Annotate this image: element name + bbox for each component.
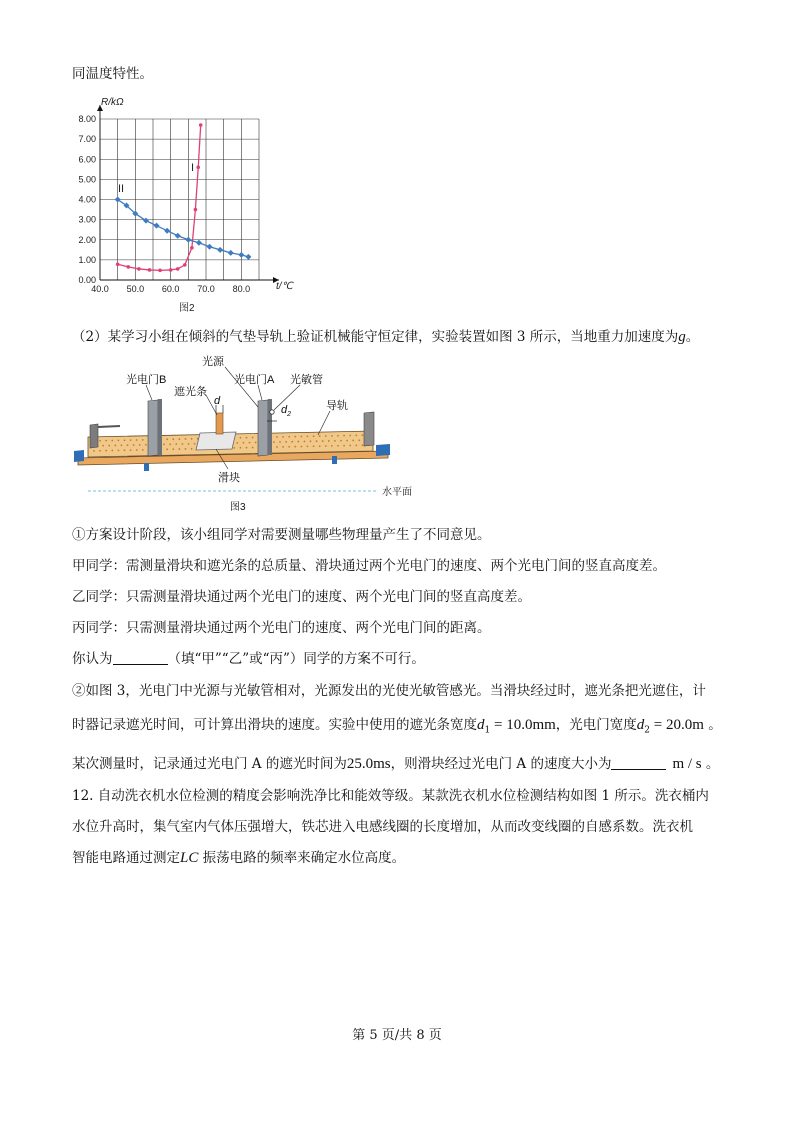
series-I-label: I <box>191 162 195 174</box>
rail-hole <box>240 447 242 449</box>
rail-hole <box>340 440 342 442</box>
rail-hole <box>233 447 235 449</box>
x-tick-label: 40.0 <box>91 284 109 294</box>
rail-hole <box>142 449 144 451</box>
rail-hole <box>313 435 315 437</box>
rail-hole <box>362 444 364 446</box>
rail-hole <box>166 448 168 450</box>
figure-3-caption: 图3 <box>230 502 246 513</box>
rail-hole <box>325 445 327 447</box>
rail-hole <box>346 440 348 442</box>
rail-hole <box>255 442 257 444</box>
series-I-point <box>176 267 180 271</box>
rail-hole <box>185 438 187 440</box>
y-tick-label: 2.00 <box>78 234 96 245</box>
rail-hole <box>301 446 303 448</box>
rail-hole <box>316 440 318 442</box>
series-I-point <box>199 123 203 127</box>
rail-hole <box>294 436 296 438</box>
rail-hole <box>145 444 147 446</box>
speed-blank[interactable] <box>611 755 666 770</box>
d2-label: $d_2$ <box>281 404 292 418</box>
rail-hole <box>282 436 284 438</box>
y-tick-label: 8.00 <box>78 114 96 124</box>
y-tick-label: 1.00 <box>78 254 96 265</box>
chart-ylabel: R/kΩ <box>101 97 124 108</box>
rail-hole <box>355 434 357 436</box>
gate-a-label: 光电门A <box>234 374 275 386</box>
shield-strip <box>216 413 223 434</box>
rail-hole <box>111 440 113 442</box>
rail-hole <box>191 448 193 450</box>
chart-xlabel: t/℃ <box>276 281 293 292</box>
rail-hole <box>276 436 278 438</box>
rail-hole <box>124 449 126 451</box>
slider-block <box>196 432 236 450</box>
rail-hole <box>136 439 138 441</box>
rail-hole <box>166 438 168 440</box>
gate-b-body <box>148 400 158 456</box>
y-tick-label: 5.00 <box>78 174 96 185</box>
rail-hole <box>319 435 321 437</box>
rail-hole <box>285 441 287 443</box>
rail-hole <box>331 435 333 437</box>
x-tick-label: 60.0 <box>161 284 180 294</box>
rail-hole <box>288 436 290 438</box>
rail-hole <box>307 435 309 437</box>
series-II-point <box>245 254 251 260</box>
rail-hole <box>240 437 242 439</box>
series-I-point <box>116 263 120 267</box>
resistance-temperature-chart <box>72 92 312 317</box>
rail-hole <box>246 447 248 449</box>
rail-hole <box>105 440 107 442</box>
rail-hole <box>249 442 251 444</box>
shield-label: 遮光条 <box>174 386 207 398</box>
x-tick-label: 70.0 <box>197 284 215 294</box>
rail-hole <box>252 447 254 449</box>
question-2: （2）某学习小组在倾斜的气垫导轨上验证机械能守恒定律，实验装置如图 3 所示，当地重力加速度为g。 <box>72 329 700 345</box>
slider-label: 滑块 <box>218 472 240 484</box>
right-end-block <box>376 444 390 456</box>
rail-hole <box>175 443 177 445</box>
series-I-point <box>137 267 141 271</box>
rail-hole <box>343 445 345 447</box>
rail-hole <box>243 442 245 444</box>
right-stand <box>364 412 374 446</box>
q12-line-2: 水位升高时，集气室内气体压强增大，铁芯进入电感线圈的长度增加，从而改变线圈的自感系数。洗衣机 <box>72 819 693 835</box>
y-tick-label: 4.00 <box>78 194 96 205</box>
rail-hole <box>288 446 290 448</box>
rail-hole <box>297 441 299 443</box>
horizontal-plane-label: 水平面 <box>382 487 412 498</box>
para-gate-1: ②如图 3，光电门中光源与光敏管相对，光源发出的光使光敏管感光。当滑块经过时，遮光条把光遮住，计 <box>72 683 706 699</box>
air-track-apparatus-figure <box>68 355 412 515</box>
rail-hole <box>304 441 306 443</box>
rail-hole <box>105 450 107 452</box>
intro-text: 同温度特性。 <box>72 66 153 82</box>
rail-hole <box>118 439 120 441</box>
rail-hole <box>121 444 123 446</box>
y-tick-label: 3.00 <box>78 214 96 225</box>
q12-line-1: 12. 自动洗衣机水位检测的精度会影响洗净比和能效等级。某款洗衣机水位检测结构如图 1 所示。洗衣桶内 <box>72 788 709 804</box>
photosensor <box>270 410 274 414</box>
series-I-point <box>196 166 200 170</box>
rail-hole <box>310 440 312 442</box>
rail-hole <box>252 437 254 439</box>
rail-hole <box>191 438 193 440</box>
rail-hole <box>328 440 330 442</box>
chart-grid <box>100 119 259 280</box>
series-II-point <box>154 223 160 229</box>
rail-hole <box>133 444 135 446</box>
series-II-point <box>217 247 223 253</box>
rail-hole <box>349 435 351 437</box>
series-I-point <box>169 268 173 272</box>
rail-hole <box>108 445 110 447</box>
rail-hole <box>282 446 284 448</box>
rail-hole <box>325 435 327 437</box>
sensor-label: 光敏管 <box>290 374 323 386</box>
x-tick-label: 50.0 <box>126 284 145 294</box>
series-I-point <box>158 269 162 273</box>
rail-hole <box>130 449 132 451</box>
series-II-label: II <box>118 183 125 195</box>
rail-hole <box>246 437 248 439</box>
chart-title: 图2 <box>179 303 195 314</box>
rail-hole <box>179 438 181 440</box>
rail-hole <box>136 449 138 451</box>
rail-hole <box>358 439 360 441</box>
rail-hole <box>102 445 104 447</box>
series-I-point <box>190 246 194 250</box>
rail-hole <box>93 450 95 452</box>
y-tick-label: 6.00 <box>78 154 96 165</box>
series-II-point <box>196 240 202 246</box>
y-tick-label: 0.00 <box>78 275 96 285</box>
x-tick-label: 80.0 <box>232 284 251 294</box>
para-jia: 甲同学：需测量滑块和遮光条的总质量、滑块通过两个光电门的速度、两个光电门间的竖直高度差。 <box>72 558 666 574</box>
left-end-block <box>74 450 84 462</box>
right-foot <box>332 456 337 464</box>
rail-hole <box>301 436 303 438</box>
rail-hole <box>236 442 238 444</box>
rail-hole <box>331 445 333 447</box>
left-stand <box>90 424 98 448</box>
rail-hole <box>139 444 141 446</box>
rail-hole <box>319 445 321 447</box>
rail-hole <box>337 445 339 447</box>
rail-hole <box>294 446 296 448</box>
rail-hole <box>163 444 165 446</box>
rail-hole <box>279 441 281 443</box>
gate-b-label: 光电门B <box>126 374 167 386</box>
series-I-point <box>194 208 198 212</box>
rail-hole <box>130 439 132 441</box>
light-source-label: 光源 <box>202 356 224 368</box>
series-II-point <box>228 250 234 256</box>
rail-hole <box>273 441 275 443</box>
series-I-point <box>183 263 187 267</box>
rail-hole <box>355 444 357 446</box>
rail-label: 导轨 <box>326 400 348 412</box>
rail-hole <box>276 446 278 448</box>
series-I-point <box>126 265 130 269</box>
rail-hole <box>343 435 345 437</box>
para-answer: 你认为 （填“甲”“乙”或“丙”）同学的方案不可行。 <box>72 651 425 667</box>
rail-hole <box>352 440 354 442</box>
rail-hole <box>188 443 190 445</box>
rail-hole <box>291 441 293 443</box>
rail-hole <box>194 443 196 445</box>
gate-a-body <box>258 400 268 456</box>
rail-hole <box>118 449 120 451</box>
rail-hole <box>99 440 101 442</box>
series-I-point <box>148 268 152 272</box>
d-label: d <box>214 395 221 407</box>
rail-hole <box>307 445 309 447</box>
y-tick-label: 7.00 <box>78 134 96 145</box>
page-footer: 第 5 页/共 8 页 <box>352 1028 442 1043</box>
series-II-point <box>185 237 191 243</box>
rail-hole <box>362 434 364 436</box>
gravity-symbol: g <box>678 329 686 345</box>
rail-hole <box>322 440 324 442</box>
para-yi: 乙同学：只需测量滑块通过两个光电门的速度、两个光电门间的竖直高度差。 <box>72 589 531 605</box>
rail-hole <box>349 445 351 447</box>
left-foot <box>144 463 149 471</box>
series-II-point <box>164 228 170 234</box>
rail-hole <box>172 438 174 440</box>
rail-hole <box>179 448 181 450</box>
series-II-point <box>238 252 244 258</box>
rail-hole <box>127 444 129 446</box>
rail-hole <box>313 445 315 447</box>
para-bing: 丙同学：只需测量滑块通过两个光电门的速度、两个光电门间的距离。 <box>72 620 491 636</box>
q12-line-3: 智能电路通过测定LC 振荡电路的频率来确定水位高度。 <box>72 850 406 866</box>
rail-hole <box>182 443 184 445</box>
series-II-point <box>175 233 181 239</box>
series-II-point <box>207 244 213 250</box>
para-plan: ①方案设计阶段，该小组同学对需要测量哪些物理量产生了不同意见。 <box>72 527 491 543</box>
rail-hole <box>185 448 187 450</box>
rail-hole <box>169 443 171 445</box>
rail-hole <box>124 439 126 441</box>
rail-hole <box>142 439 144 441</box>
answer-blank[interactable] <box>113 650 168 665</box>
rail-hole <box>111 450 113 452</box>
rail-hole <box>172 448 174 450</box>
rail-hole <box>99 450 101 452</box>
rail-hole <box>334 440 336 442</box>
para-measure: 某次测量时，记录通过光电门 A 的遮光时间为25.0ms，则滑块经过光电门 A 的速度大小为 m / s 。 <box>72 756 720 772</box>
rail-hole <box>337 435 339 437</box>
para-gate-2: 时器记录遮光时间，可计算出滑块的速度。实验中使用的遮光条宽度$d_1 = 10.0mm$，光电门宽度$d_2 = 20.0m$ 。 <box>72 717 722 736</box>
series-II-line <box>118 200 249 257</box>
rail-hole <box>114 445 116 447</box>
